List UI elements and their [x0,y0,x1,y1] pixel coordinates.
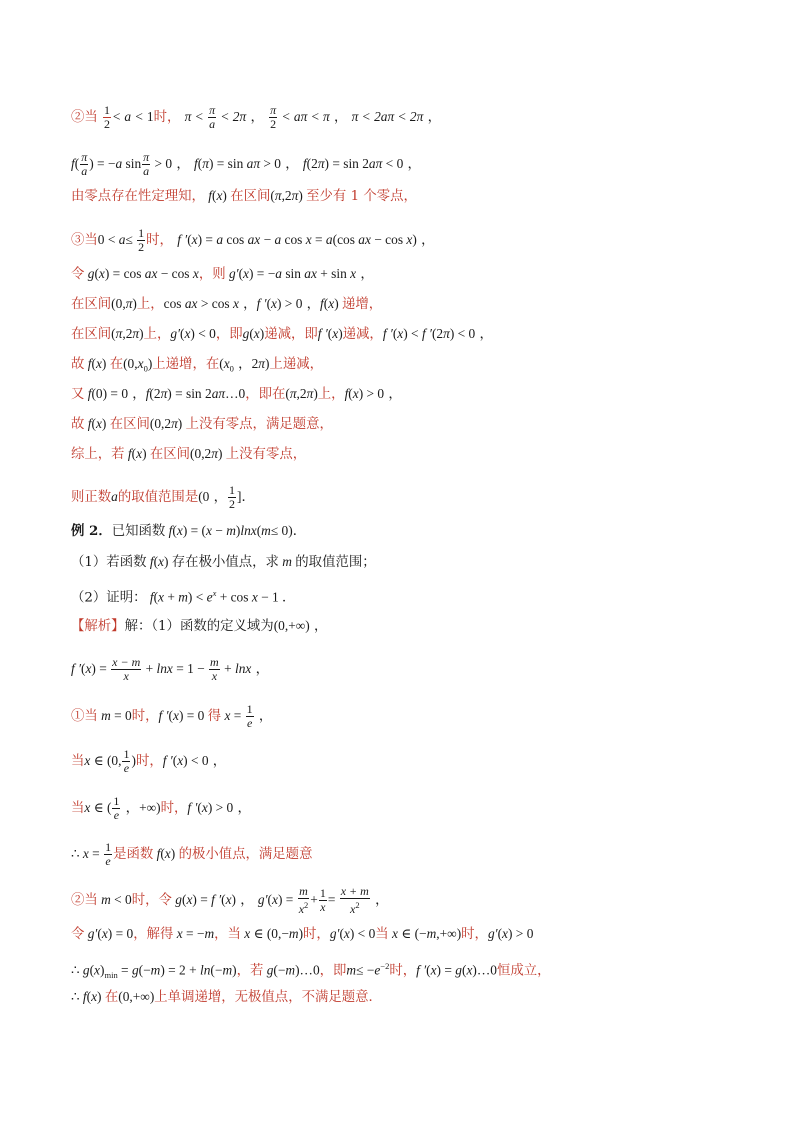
text: ，若 [236,963,264,979]
text-line: （2）证明： $f(x + m) < e^x + \cos x - 1$ ． [71,588,296,606]
fraction: $\frac{1}{e}$ [105,840,112,868]
text: 在区间 [109,417,150,432]
example-heading: 例 2．已知函数 f(x) = (x − m)lnx(m≤ 0)． [71,523,307,539]
fraction: $\frac{m}{x^2}$ [298,884,309,916]
text: 在区间 [149,447,191,462]
fraction: $\frac{1}{e}$ [113,794,120,822]
text: 时， [146,233,173,248]
text: ． [292,524,307,539]
fraction: $\frac{x - m}{x}$ [112,655,141,683]
text: 上没有零点， [225,447,307,462]
circled-number: ② [71,893,85,908]
text: 恒成立， [496,963,551,979]
fraction: $\frac{1}{x}$ [319,886,326,914]
fraction: $\frac{\pi}{a}$ [81,150,88,178]
text-line: 当x ∈ (0, $\frac{1}{e}$ )时，f ′(x) < 0 ， [71,747,227,775]
text-line: 在区间(π,2π)上，g′(x) < 0，即g(x)递减，即f ′(x)递减，f ′(x) < f ′(2π) < 0 ， [71,326,493,342]
text: 递增， [342,297,383,312]
text: 在区间 [71,327,112,342]
text-line: 当x ∈ ( $\frac{1}{e}$ ，+∞)时，f ′(x) > 0 ， [71,794,251,822]
text: 故 [71,357,85,372]
text: 已知函数 [111,524,166,539]
text-line: f( $\frac{\pi}{a}$ ) = −a sin $\frac{\pi}{a}$ > 0 ， f(π) = sin aπ > 0 ， f(2π) = sin 2aπ < 0 ， [71,150,421,178]
circled-number: ① [71,709,85,724]
text-line: ∴ $g(x)_{min} = g(-m) = 2 + \ln(-m)$，若 g(−m)…0，即$m\le -e^{-2}$时，f ′(x) = g(x)…0恒成立， [71,961,551,981]
text: ． [241,490,255,505]
text-line: 又 f(0) = 0 ，f(2π) = sin 2aπ…0，即在(π,2π)上，f(x) > 0 ， [71,386,402,402]
text: 上， [143,327,171,342]
fraction: $\frac{1}{2}$ [138,226,145,254]
text: 当 [375,927,389,942]
text: （1）若函数 [71,555,147,570]
text: 由零点存在性定理知， [71,189,205,204]
text-line: 则正数a的取值范围是(0 ， $\frac{1}{2}$ ]． [71,483,255,511]
text: 时， [135,754,163,769]
text: 当 [84,709,98,724]
text: 在 [104,990,119,1005]
text: 的取值范围； [295,555,376,570]
text-line: ∴ f(x) 在(0,+∞)上单调递增，无极值点，不满足题意． [71,989,382,1005]
text: 时， [153,110,181,125]
text: ，即 [319,963,347,979]
fraction: $\frac{1}{2}$ [229,483,236,511]
text-line: f ′(x) = $\frac{x - m}{x}$ + lnx = 1 − $\frac{m}{x}$ + lnx ， [71,655,269,683]
text: 时， [389,963,417,979]
text: ，即 [215,327,243,342]
text: 在 [109,357,124,372]
text: 的极小值点，满足题意 [178,847,313,862]
text-line: 综上，若 f(x) 在区间(0,2π) 上没有零点， [71,446,307,462]
text: 当 [84,110,98,125]
text: 时， [160,801,188,816]
text: 故 [71,417,85,432]
fraction: $\frac{\pi}{a}$ [143,150,150,178]
fraction: $\frac{\pi}{2}$ [270,103,277,131]
text-line: 令 g(x) = cos ax − cos x，则 g′(x) = −a sin ax + sin x ， [71,266,374,282]
text: ，则 [198,267,226,282]
fraction: $\frac{\pi}{a}$ [209,103,216,131]
text: 上没有零点，满足题意， [185,417,333,432]
text: 在区间 [230,189,271,204]
text: 上递减， [269,357,324,372]
text: 上， [136,297,164,312]
text-line: 在区间(0,π)上，cos ax > cos x ，f ′(x) > 0 ，f(x) 递增， [71,296,383,312]
text: 上， [317,387,345,402]
text: 当 [84,893,98,908]
text: 解：（1）函数的定义域为 [124,619,274,634]
text: 则正数 [71,490,112,505]
text: ，即在 [245,387,286,402]
fraction: $\frac{x + m}{x^2}$ [340,884,369,916]
text: 时， [461,927,488,942]
text: （2）证明： [71,590,147,606]
text-line: ①当 m = 0时，f ′(x) = 0 得 x = $\frac{1}{e}$ ， [71,702,273,730]
text: ，解得 [133,927,174,942]
text: 令 [71,927,85,942]
text: 的取值范围是 [117,490,199,505]
text-line: 由零点存在性定理知， f(x) 在区间(π,2π) 至少有 1 个零点， [71,188,417,204]
text: 得 [207,709,222,724]
circled-number: ③ [71,233,85,248]
text: 在区间 [71,297,112,312]
math: π < [184,109,208,124]
example-label: 例 2． [71,523,112,539]
fraction: $\frac{1}{2}$ [104,103,111,131]
text-line: （1）若函数 f(x) 存在极小值点，求 m 的取值范围； [71,554,376,570]
text: 当 [71,754,85,769]
text: 当 [71,801,85,816]
text: 递减，即 [264,327,318,342]
math: < a < [112,109,147,124]
text-line: 令 g′(x) = 0，解得 x = −m，当 x ∈ (0,−m)时，g′(x) < 0当 x ∈ (−m,+∞)时，g′(x) > 0 [71,926,534,942]
fraction: $\frac{m}{x}$ [210,655,219,683]
text: 令 [71,267,85,282]
text: 时，令 [131,893,172,908]
text-line: ∴ x = $\frac{1}{e}$ 是函数 f(x) 的极小值点，满足题意 [71,840,313,868]
text-line: 故 f(x) 在区间(0,2π) 上没有零点，满足题意， [71,416,333,432]
text: ，当 [214,927,241,942]
text: 上递增，在 [152,357,220,372]
text: 是函数 [113,847,154,862]
text-line: ②当 m < 0时，令 g(x) = f ′(x) ， g′(x) = $\frac{m}{x^2}$ + $\frac{1}{x}$ = $\frac{x + m}{x^2}$ ， [71,884,389,916]
text: 存在极小值点，求 [171,555,279,570]
circled-number: ② [71,110,85,125]
fraction: $\frac{1}{e}$ [246,702,253,730]
text: 递减， [342,327,383,342]
text: 至少有 1 个零点， [306,189,417,204]
text: 又 [71,387,85,402]
text-line: ②当 $\frac{1}{2}$ < a < 1时， π < $\frac{\pi}{a}$ < 2π ， $\frac{\pi}{2}$ < aπ < π ， π < 2aπ < 2π ， [71,103,441,131]
text: 上单调递增，无极值点，不满足题意． [154,990,382,1005]
analysis-tag: 【解析】 [71,619,125,634]
text-line: 故 f(x) 在$(0,x_0)$上递增，在($x_0$ ，2π)上递减， [71,356,324,374]
text: 综上，若 [71,447,125,462]
text: 时， [303,927,330,942]
text-line: 【解析】解：（1）函数的定义域为(0,+∞) ， [71,618,328,634]
fraction: $\frac{1}{e}$ [123,747,130,775]
text: 时， [131,709,159,724]
text-line: ③当0 < a≤ $\frac{1}{2}$ 时， f ′(x) = a cos ax − a cos x = a(cos ax − cos x) ， [71,226,435,254]
text: 当 [84,233,98,248]
